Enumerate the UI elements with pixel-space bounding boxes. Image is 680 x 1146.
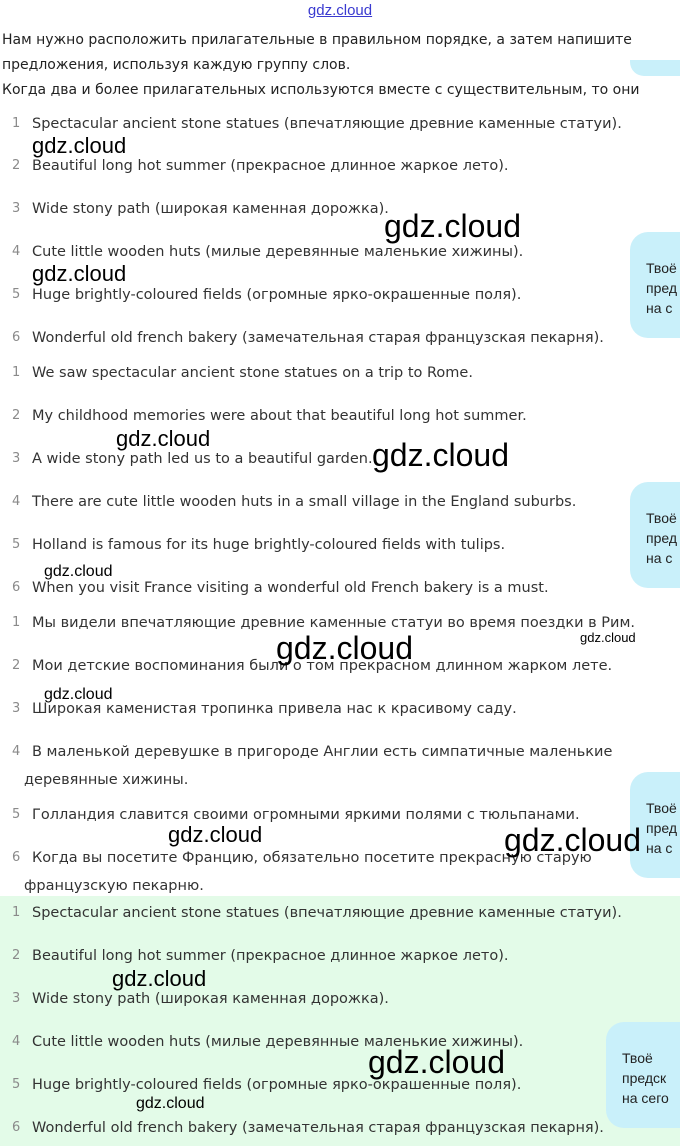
watermark: gdz.cloud — [384, 208, 521, 244]
intro-line-2: предложения, используя каждую группу слов. — [2, 57, 351, 73]
watermark: gdz.cloud — [44, 563, 113, 580]
watermark: gdz.cloud — [168, 822, 263, 847]
watermark: gdz.cloud — [116, 426, 211, 451]
watermark: gdz.cloud — [32, 133, 127, 158]
watermark: gdz.cloud — [276, 630, 413, 666]
watermark: gdz.cloud — [504, 822, 641, 858]
watermark: gdz.cloud — [580, 630, 636, 645]
watermark: gdz.cloud — [44, 686, 113, 703]
chat-bubble[interactable]: Твоё пред на с — [630, 232, 680, 338]
intro-line-1: Нам нужно расположить прилагательные в правильном порядке, а затем напишите — [2, 32, 632, 48]
watermark: gdz.cloud — [372, 437, 509, 473]
intro-line-3: Когда два и более прилагательных используются вместе с существительным, то они — [2, 82, 640, 98]
watermark: gdz.cloud — [368, 1044, 505, 1080]
watermark: gdz.cloud — [136, 1095, 205, 1112]
highlighted-section — [0, 896, 680, 1146]
watermark: gdz.cloud — [112, 966, 207, 991]
watermark: gdz.cloud — [32, 261, 127, 286]
chat-bubble-edge[interactable] — [630, 60, 680, 76]
chat-bubble[interactable]: Твоё пред на с — [630, 772, 680, 878]
chat-bubble[interactable]: Твоё предск на сего — [606, 1022, 680, 1128]
chat-bubble[interactable]: Твоё пред на с — [630, 482, 680, 588]
site-watermark-header[interactable]: gdz.cloud — [307, 2, 373, 19]
